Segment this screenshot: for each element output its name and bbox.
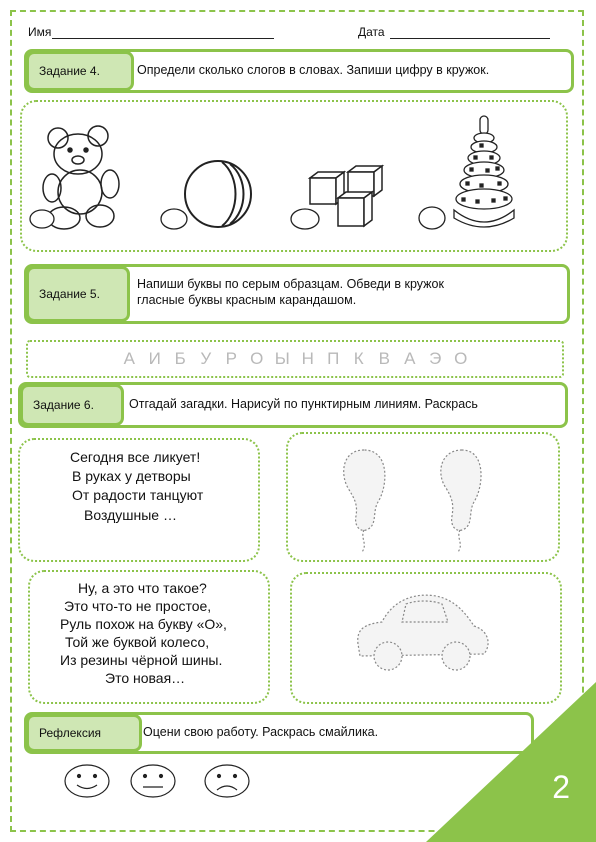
task4-bar [24,49,574,93]
reflection-label: Рефлексия [26,714,142,752]
pyramid-toy-icon [446,114,522,232]
happy-face-icon[interactable] [64,764,110,798]
riddle2-line: Это что-то не простое, [64,598,212,614]
date-label: Дата [358,25,385,39]
task5-bar [24,264,570,324]
riddle2-line: Руль похож на букву «О», [60,616,227,632]
sample-letter[interactable]: Н [301,349,314,368]
answer-circle[interactable] [290,208,320,230]
balloon-outline-icon[interactable] [332,446,502,556]
neutral-face-icon[interactable] [130,764,176,798]
task4-label: Задание 4. [26,51,134,91]
riddle2-line: Ну, а это что такое? [78,580,207,596]
sample-letter[interactable]: Р [225,349,237,368]
task5-text-line1: Напиши буквы по серым образцам. Обведи в кружок [137,277,444,291]
task4-text: Определи сколько слогов в словах. Запиши цифру в кружок. [137,63,490,77]
reflection-text: Оцени свою работу. Раскрась смайлика. [143,725,379,739]
riddle1-line: Сегодня все ликует! [70,449,201,465]
sample-letter[interactable]: Ы [274,349,290,368]
sample-letter[interactable]: О [454,349,468,368]
sample-letter[interactable]: И [148,349,161,368]
task5-text-line2: гласные буквы красным карандашом. [137,293,357,307]
sample-letter[interactable]: У [200,349,212,368]
sample-letter[interactable]: Б [174,349,186,368]
sample-letter[interactable]: А [404,349,416,368]
corner-triangle [426,682,596,842]
task6-text: Отгадай загадки. Нарисуй по пунктирным линиям. Раскрась [129,397,478,411]
task5-label: Задание 5. [26,266,130,322]
answer-circle[interactable] [160,208,188,230]
page-number: 2 [552,769,570,805]
task6-label: Задание 6. [20,384,124,426]
riddle1-line: От радости танцуют [72,487,204,503]
name-label: Имя [28,25,52,39]
sample-letter[interactable]: В [378,349,390,368]
letter-sample-row [26,340,564,378]
answer-circle[interactable] [418,206,446,230]
riddle1-line: В руках у детворы [72,468,191,484]
name-line[interactable] [52,38,274,39]
ball-icon [182,158,254,230]
task6-bar [18,382,568,428]
sad-face-icon[interactable] [204,764,250,798]
riddle1-line: Воздушные … [84,507,177,523]
sample-letter[interactable]: П [327,349,340,368]
answer-circle[interactable] [29,209,55,229]
car-outline-icon[interactable] [352,588,492,678]
sample-letter[interactable]: О [250,349,264,368]
sample-letter[interactable]: А [123,349,135,368]
riddle2-line: Это новая… [105,670,186,686]
sample-letter[interactable]: К [353,349,364,368]
sample-letter[interactable]: Э [429,349,442,368]
riddle2-line: Из резины чёрной шины. [60,652,223,668]
riddle2-line: Той же буквой колесо, [65,634,210,650]
date-line[interactable] [390,38,550,39]
